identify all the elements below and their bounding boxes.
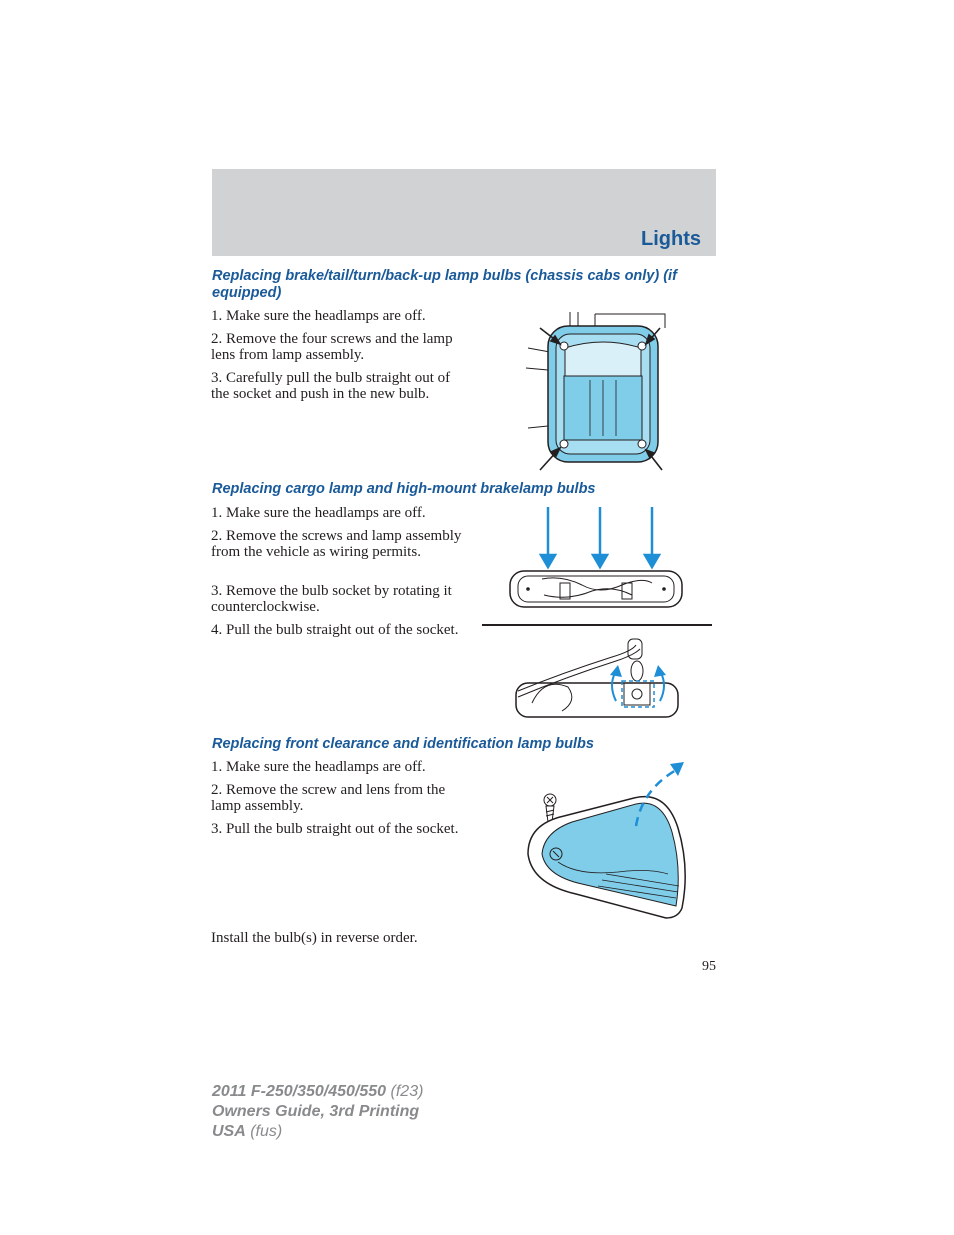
footer-line-1 bbox=[212, 1082, 423, 1102]
step-1-2: 2. Remove the four screws and the lamp lens from lamp assembly. bbox=[211, 331, 453, 363]
section-header-bar bbox=[212, 169, 716, 256]
install-note: Install the bulb(s) in reverse order. bbox=[211, 930, 418, 946]
cargo-lamp-illustration bbox=[482, 505, 712, 723]
footer-line-2: Owners Guide, 3rd Printing bbox=[212, 1103, 420, 1120]
step-1-3: 3. Carefully pull the bulb straight out of the socket and push in the new bulb. bbox=[211, 370, 451, 402]
step-2-4: 4. Pull the bulb straight out of the socket. bbox=[211, 622, 459, 638]
heading-brake-tail-lamp: Replacing brake/tail/turn/back-up lamp bulbs (chassis cabs only) (if equipped) bbox=[212, 268, 677, 301]
footer-market: USA bbox=[212, 1123, 246, 1140]
footer-market-code: (fus) bbox=[245, 1123, 283, 1140]
heading-cargo-lamp: Replacing cargo lamp and high-mount brakelamp bulbs bbox=[212, 481, 596, 497]
step-3-1: 1. Make sure the headlamps are off. bbox=[211, 759, 426, 775]
step-2-3: 3. Remove the bulb socket by rotating it counterclockwise. bbox=[211, 583, 452, 615]
step-1-1: 1. Make sure the headlamps are off. bbox=[211, 308, 426, 324]
step-3-2: 2. Remove the screw and lens from the lamp assembly. bbox=[211, 782, 446, 814]
brake-tail-lamp-illustration bbox=[520, 308, 670, 472]
document-footer bbox=[212, 1082, 423, 1142]
step-2-2: 2. Remove the screws and lamp assembly from the vehicle as wiring permits. bbox=[211, 528, 462, 560]
heading-clearance-lamp: Replacing front clearance and identification lamp bulbs bbox=[212, 736, 594, 752]
step-3-3: 3. Pull the bulb straight out of the socket. bbox=[211, 821, 459, 837]
step-2-1: 1. Make sure the headlamps are off. bbox=[211, 505, 426, 521]
footer-model-code: (f23) bbox=[386, 1083, 424, 1100]
page-number: 95 bbox=[702, 959, 716, 974]
clearance-lamp-illustration bbox=[518, 758, 692, 926]
section-title: Lights bbox=[641, 228, 701, 250]
footer-line-3 bbox=[212, 1122, 423, 1142]
footer-model: 2011 F-250/350/450/550 bbox=[212, 1083, 387, 1100]
